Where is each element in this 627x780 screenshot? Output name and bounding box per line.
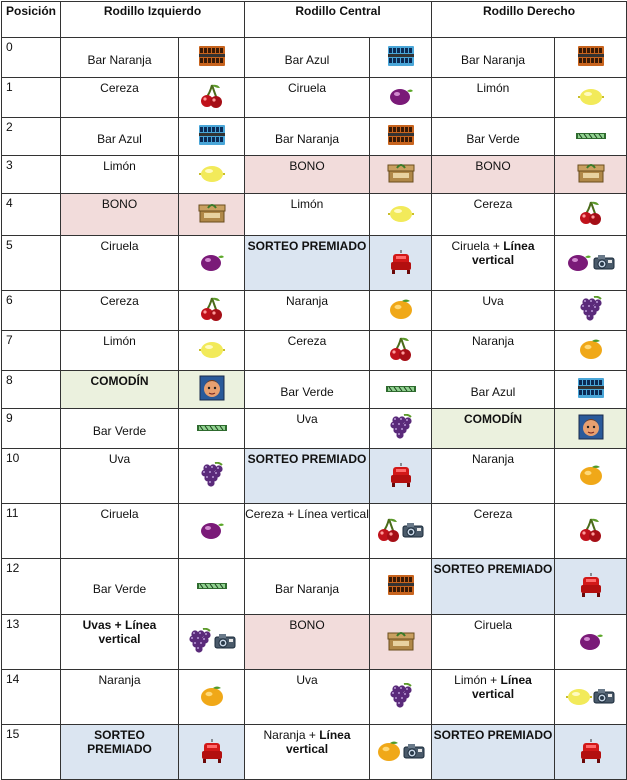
symbol-label: Bar Azul <box>284 52 330 67</box>
reel-symbol-name <box>245 409 370 449</box>
grape-icon <box>388 683 414 712</box>
cherry-icon <box>579 200 603 229</box>
symbol-label: Naranja <box>472 334 515 348</box>
reel-symbol-icon-cell <box>555 615 627 670</box>
symbol-label: Naranja <box>286 294 329 308</box>
reel-symbol-name <box>432 156 555 194</box>
position-cell: 15 <box>2 725 61 780</box>
reel-symbol-icon-cell <box>370 236 432 291</box>
reel-symbol-name <box>61 291 179 331</box>
symbol-label: Cereza <box>473 197 513 211</box>
reel-symbol-name <box>245 504 370 559</box>
table-row <box>2 236 627 291</box>
reel-symbol-icon-cell <box>179 118 245 156</box>
symbol-label: SORTEO PREMIADO <box>433 728 553 742</box>
cherry-icon <box>579 517 603 546</box>
position-cell: 2 <box>2 118 61 156</box>
table-row <box>2 331 627 371</box>
reel-symbol-icon-cell <box>179 725 245 780</box>
reel-symbol-name <box>245 559 370 615</box>
symbol-label: Cereza + Línea vertical <box>245 507 369 521</box>
reel-symbol-icon-cell <box>555 371 627 409</box>
reel-symbol-icon-cell <box>370 194 432 236</box>
symbol-label: BONO <box>101 197 138 211</box>
symbol-label: Limón <box>290 197 324 211</box>
reel-symbol-icon-cell <box>555 194 627 236</box>
symbol-label-bonus: Línea vertical <box>472 673 532 701</box>
cherry-icon <box>200 83 224 112</box>
reel-symbol-icon-cell <box>370 725 432 780</box>
reel-symbol-icon-cell <box>555 449 627 504</box>
reel-symbol-icon-cell <box>555 409 627 449</box>
symbol-label: Cereza <box>100 81 139 95</box>
blue-bar-icon <box>198 122 226 151</box>
reel-symbol-name <box>61 194 179 236</box>
symbol-label: Limón <box>103 159 136 173</box>
reel-symbol-name <box>61 156 179 194</box>
prize-chair-icon <box>578 572 604 601</box>
reel-symbol-name <box>245 156 370 194</box>
reel-symbol-name <box>61 118 179 156</box>
symbol-label: Naranja + <box>263 728 320 742</box>
symbol-label: COMODÍN <box>90 374 149 388</box>
table-row <box>2 371 627 409</box>
position-cell: 3 <box>2 156 61 194</box>
position-cell: 11 <box>2 504 61 559</box>
symbol-label: Bar Naranja <box>87 52 152 67</box>
symbol-label: Uva <box>296 673 318 687</box>
prize-chair-icon <box>199 738 225 767</box>
reel-symbol-icon-cell <box>179 670 245 725</box>
reel-symbol-name <box>432 38 555 78</box>
reel-symbol-icon-cell <box>555 118 627 156</box>
table-row <box>2 409 627 449</box>
lemon-icon <box>578 85 604 110</box>
symbol-label: Bar Verde <box>280 384 334 399</box>
reel-symbol-name <box>245 291 370 331</box>
symbol-label: SORTEO PREMIADO <box>433 562 553 576</box>
grape-icon <box>578 296 604 325</box>
orange-icon <box>388 298 414 323</box>
table-row <box>2 615 627 670</box>
reel-symbol-icon-cell <box>370 504 432 559</box>
plum-icon <box>199 519 225 544</box>
reel-symbol-name <box>432 615 555 670</box>
table-row <box>2 78 627 118</box>
reel-symbol-name <box>61 559 179 615</box>
symbol-label: SORTEO PREMIADO <box>87 728 152 756</box>
symbol-label: Cereza <box>473 507 513 521</box>
grape-icon <box>199 462 225 491</box>
plum-icon <box>388 85 414 110</box>
reel-symbol-icon-cell <box>555 670 627 725</box>
reel-symbol-name <box>432 78 555 118</box>
reel-symbol-name <box>432 670 555 725</box>
symbol-label: Uva <box>296 412 318 426</box>
orange-icon <box>578 464 604 489</box>
reel-symbol-name <box>61 78 179 118</box>
symbol-label: Uva <box>108 452 131 466</box>
reel-symbol-icon-cell <box>179 559 245 615</box>
orange-icon <box>199 685 225 710</box>
symbol-label-bonus: Línea vertical <box>472 239 535 267</box>
reel-symbol-icon-cell <box>179 449 245 504</box>
reel-symbol-name <box>61 725 179 780</box>
position-cell: 4 <box>2 194 61 236</box>
reel-symbol-icon-cell <box>179 291 245 331</box>
table-row <box>2 449 627 504</box>
position-cell: 9 <box>2 409 61 449</box>
header-position: Posición <box>2 2 61 38</box>
reel-symbol-name <box>61 409 179 449</box>
reel-symbol-name <box>432 194 555 236</box>
reel-symbol-icon-cell <box>179 371 245 409</box>
position-cell: 5 <box>2 236 61 291</box>
reel-symbol-name <box>61 449 179 504</box>
reel-symbol-icon-cell <box>555 156 627 194</box>
reel-symbol-icon-cell <box>370 559 432 615</box>
table-row <box>2 559 627 615</box>
symbol-label: Uva <box>482 294 504 308</box>
reel-symbol-icon-cell <box>370 291 432 331</box>
wild-face-icon <box>578 414 604 443</box>
symbol-label: Cereza <box>100 294 139 308</box>
orange-bar-icon <box>387 572 415 601</box>
reel-symbol-icon-cell <box>179 615 245 670</box>
symbol-label: Bar Azul <box>97 131 142 146</box>
symbol-label: Bar Verde <box>92 423 147 438</box>
reel-symbol-name <box>245 449 370 504</box>
reel-symbol-name <box>245 371 370 409</box>
reel-symbol-icon-cell <box>555 78 627 118</box>
symbol-label: Limón + <box>454 673 501 687</box>
cherry-camera-icon <box>377 517 424 546</box>
reel-symbol-icon-cell <box>179 331 245 371</box>
position-cell: 14 <box>2 670 61 725</box>
cherry-icon <box>200 296 224 325</box>
lemon-icon <box>199 338 225 363</box>
reel-symbol-name <box>432 291 555 331</box>
reel-symbol-name <box>432 371 555 409</box>
reel-symbol-icon-cell <box>370 670 432 725</box>
reel-symbol-name <box>432 559 555 615</box>
symbol-label: Bar Verde <box>92 581 147 596</box>
reel-symbol-icon-cell <box>555 504 627 559</box>
reel-symbol-name <box>245 78 370 118</box>
green-bar-icon <box>197 580 227 594</box>
reel-symbol-icon-cell <box>555 291 627 331</box>
symbol-label: Ciruela <box>288 81 327 95</box>
symbol-label: Bar Verde <box>466 131 520 146</box>
symbol-label: SORTEO PREMIADO <box>247 239 367 253</box>
table-row <box>2 504 627 559</box>
reel-symbol-name <box>61 371 179 409</box>
reel-symbol-icon-cell <box>370 331 432 371</box>
reel-symbol-icon-cell <box>555 331 627 371</box>
header-row <box>2 2 627 38</box>
reel-symbol-icon-cell <box>370 156 432 194</box>
orange-bar-icon <box>387 122 415 151</box>
header-left-reel: Rodillo Izquierdo <box>61 2 245 38</box>
symbol-label: Uvas + Línea vertical <box>82 618 157 646</box>
symbol-label: Naranja <box>472 452 515 466</box>
reel-symbol-name <box>245 118 370 156</box>
reel-symbol-name <box>432 409 555 449</box>
reel-symbol-icon-cell <box>370 78 432 118</box>
symbol-label-bonus: Línea vertical <box>286 728 351 756</box>
orange-icon <box>578 338 604 363</box>
reel-symbol-icon-cell <box>370 38 432 78</box>
plum-icon <box>199 251 225 276</box>
position-cell: 1 <box>2 78 61 118</box>
symbol-label: SORTEO PREMIADO <box>247 452 367 466</box>
prize-chair-icon <box>388 462 414 491</box>
symbol-label: Limón <box>476 81 510 95</box>
reel-symbol-name <box>61 38 179 78</box>
position-cell: 13 <box>2 615 61 670</box>
orange-bar-icon <box>577 43 605 72</box>
reel-symbol-name <box>245 725 370 780</box>
position-cell: 6 <box>2 291 61 331</box>
wild-face-icon <box>199 375 225 404</box>
symbol-label: Ciruela <box>100 507 139 521</box>
reel-symbol-name <box>245 194 370 236</box>
reel-symbol-name <box>432 331 555 371</box>
lemon-camera-icon <box>566 685 615 710</box>
reel-symbol-name <box>432 504 555 559</box>
position-cell: 7 <box>2 331 61 371</box>
symbol-label: BONO <box>475 159 511 173</box>
table-row <box>2 670 627 725</box>
table-row <box>2 725 627 780</box>
reel-symbol-name <box>245 670 370 725</box>
position-cell: 10 <box>2 449 61 504</box>
green-bar-icon <box>576 130 606 144</box>
position-cell: 8 <box>2 371 61 409</box>
reel-symbol-icon-cell <box>370 449 432 504</box>
reel-symbol-icon-cell <box>179 236 245 291</box>
cherry-icon <box>389 336 413 365</box>
lemon-icon <box>199 162 225 187</box>
bonus-box-icon <box>387 162 415 187</box>
symbol-label: Bar Naranja <box>275 131 340 146</box>
green-bar-icon <box>197 422 227 436</box>
prize-chair-icon <box>578 738 604 767</box>
reel-symbol-icon-cell <box>370 409 432 449</box>
reel-table <box>1 1 627 780</box>
symbol-label: BONO <box>289 618 325 632</box>
reel-symbol-name <box>61 236 179 291</box>
table-row <box>2 156 627 194</box>
reel-symbol-icon-cell <box>555 725 627 780</box>
orange-camera-icon <box>376 740 425 765</box>
reel-symbol-name <box>61 670 179 725</box>
table-row <box>2 291 627 331</box>
reel-symbol-icon-cell <box>179 38 245 78</box>
reel-symbol-name <box>245 331 370 371</box>
reel-symbol-icon-cell <box>555 38 627 78</box>
symbol-label: Limón <box>103 334 136 348</box>
table-row <box>2 194 627 236</box>
symbol-label: Naranja <box>98 673 141 687</box>
lemon-icon <box>388 202 414 227</box>
bonus-box-icon <box>387 630 415 655</box>
header-center-reel: Rodillo Central <box>245 2 432 38</box>
grape-icon <box>388 414 414 443</box>
reel-symbol-icon-cell <box>370 615 432 670</box>
bonus-box-icon <box>577 162 605 187</box>
orange-bar-icon <box>198 43 226 72</box>
reel-symbol-name <box>432 449 555 504</box>
blue-bar-icon <box>577 375 605 404</box>
reel-symbol-name <box>61 331 179 371</box>
plum-icon <box>578 630 604 655</box>
reel-symbol-name <box>432 236 555 291</box>
reel-symbol-icon-cell <box>555 236 627 291</box>
position-cell: 0 <box>2 38 61 78</box>
plum-camera-icon <box>566 251 615 276</box>
reel-symbol-icon-cell <box>179 409 245 449</box>
symbol-label: Ciruela + <box>451 239 504 253</box>
reel-symbol-name <box>245 38 370 78</box>
reel-symbol-icon-cell <box>555 559 627 615</box>
prize-chair-icon <box>388 249 414 278</box>
reel-symbol-name <box>61 504 179 559</box>
symbol-label: Ciruela <box>474 618 513 632</box>
reel-symbol-name <box>245 615 370 670</box>
blue-bar-icon <box>387 43 415 72</box>
symbol-label: Bar Naranja <box>461 52 526 67</box>
reel-symbol-icon-cell <box>370 118 432 156</box>
symbol-label: Bar Azul <box>470 384 516 399</box>
bonus-box-icon <box>198 202 226 227</box>
reel-symbol-name <box>61 615 179 670</box>
reel-symbol-icon-cell <box>179 78 245 118</box>
symbol-label: Bar Naranja <box>275 581 340 596</box>
header-right-reel: Rodillo Derecho <box>432 2 627 38</box>
reel-symbol-name <box>245 236 370 291</box>
table-row <box>2 38 627 78</box>
reel-symbol-name <box>432 118 555 156</box>
reel-symbol-icon-cell <box>370 371 432 409</box>
reel-symbol-icon-cell <box>179 504 245 559</box>
green-bar-icon <box>386 383 416 397</box>
symbol-label: COMODÍN <box>464 412 523 426</box>
reel-symbol-icon-cell <box>179 156 245 194</box>
position-cell: 12 <box>2 559 61 615</box>
reel-symbol-icon-cell <box>179 194 245 236</box>
table-row <box>2 118 627 156</box>
grape-camera-icon <box>187 628 236 657</box>
symbol-label: Cereza <box>287 334 327 348</box>
symbol-label: BONO <box>289 159 325 173</box>
reel-symbol-name <box>432 725 555 780</box>
symbol-label: Ciruela <box>100 239 139 253</box>
